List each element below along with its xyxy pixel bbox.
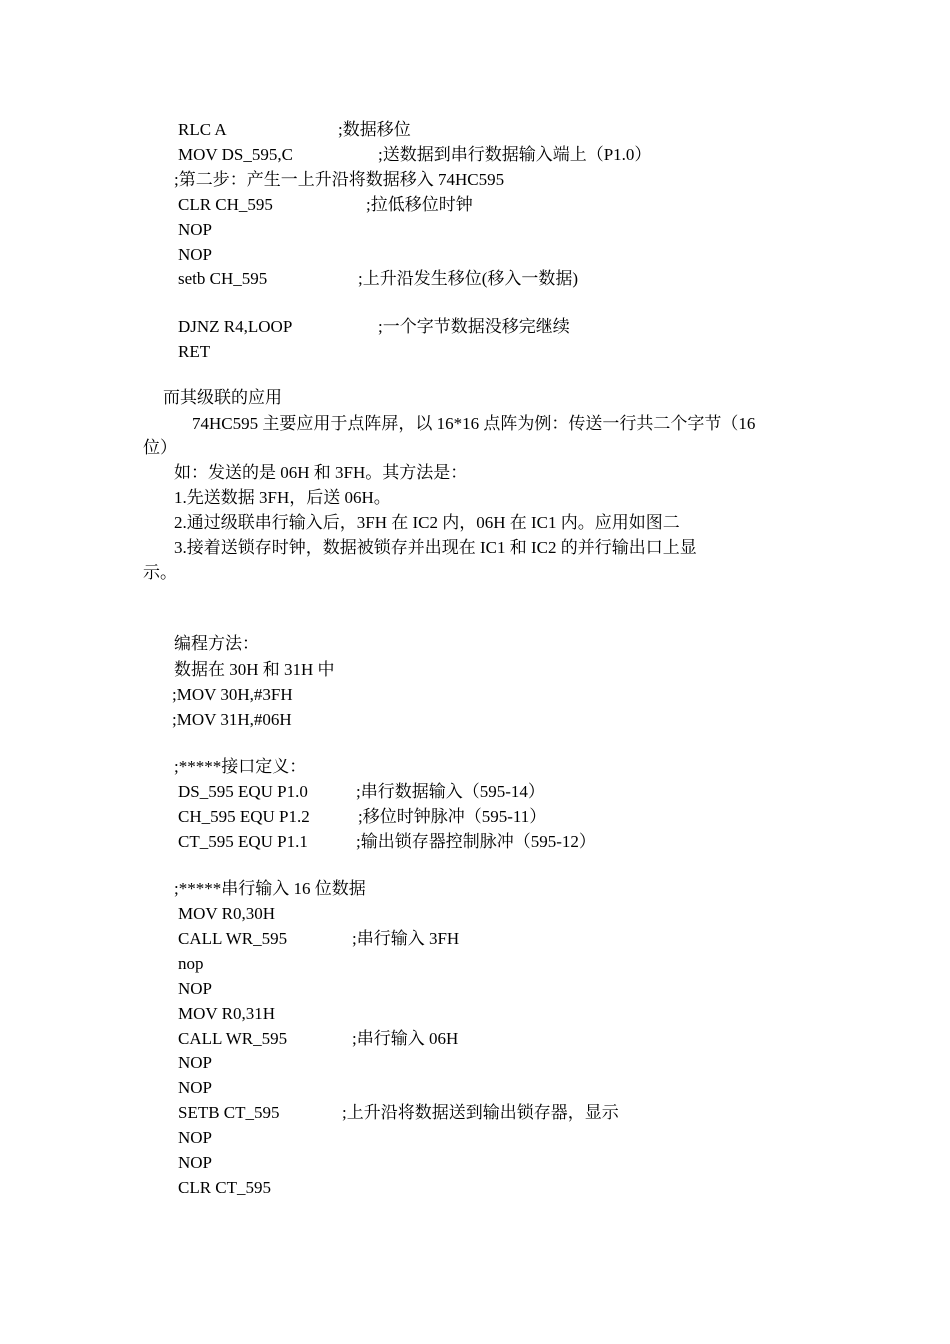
code-line: MOV R0,30H <box>178 904 275 923</box>
list-item: 2.通过级联串行输入后，3FH 在 IC2 内，06H 在 IC1 内。应用如图二 <box>174 513 680 532</box>
paragraph-line: 74HC595 主要应用于点阵屏，以 16*16 点阵为例：传送一行共二个字节（16 <box>192 414 756 433</box>
code-comment: ;串行输入 06H <box>352 1029 459 1048</box>
code-line: SETB CT_595 <box>178 1103 280 1122</box>
code-line: CH_595 EQU P1.2 <box>178 807 310 826</box>
code-line: DJNZ R4,LOOP <box>178 317 293 336</box>
code-line: CALL WR_595 <box>178 929 288 948</box>
code-comment: ;串行输入 3FH <box>352 929 460 948</box>
method-line: ;MOV 31H,#06H <box>172 710 292 729</box>
code-line: CLR CH_595 <box>178 195 273 214</box>
code-comment: ;串行数据输入（595-14） <box>356 782 545 801</box>
code-comment: ;数据移位 <box>338 120 411 139</box>
code-line: RLC A <box>178 120 227 139</box>
code-line: DS_595 EQU P1.0 <box>178 782 308 801</box>
code-line: CALL WR_595 <box>178 1029 288 1048</box>
paragraph-line: 示。 <box>143 563 177 582</box>
code-comment: ;上升沿将数据送到输出锁存器，显示 <box>342 1103 619 1122</box>
section-title: 而其级联的应用 <box>163 388 282 407</box>
code-line: NOP <box>178 1053 213 1072</box>
code-line: NOP <box>178 1078 213 1097</box>
code-line: RET <box>178 342 211 361</box>
code-comment: ;拉低移位时钟 <box>366 195 473 214</box>
list-item: 1.先送数据 3FH，后送 06H。 <box>174 488 391 507</box>
code-line: setb CH_595 <box>178 269 268 288</box>
method-line: ;MOV 30H,#3FH <box>172 685 293 704</box>
code-line: NOP <box>178 245 213 264</box>
code-line: CT_595 EQU P1.1 <box>178 832 308 851</box>
paragraph-line: 位） <box>143 438 177 457</box>
list-item: 3.接着送锁存时钟，数据被锁存并出现在 IC1 和 IC2 的并行输出口上显 <box>174 538 697 557</box>
code-line: NOP <box>178 1128 213 1147</box>
method-title: 编程方法： <box>174 634 259 653</box>
code-comment: ;移位时钟脉冲（595-11） <box>358 807 547 826</box>
code-line: NOP <box>178 979 213 998</box>
code-line: nop <box>178 954 204 973</box>
code-comment: ;送数据到串行数据输入端上（P1.0） <box>378 145 652 164</box>
method-line: 数据在 30H 和 31H 中 <box>174 660 335 679</box>
code-line: MOV DS_595,C <box>178 145 293 164</box>
code-comment: ;输出锁存器控制脉冲（595-12） <box>356 832 596 851</box>
code-comment: ;一个字节数据没移完继续 <box>378 317 570 336</box>
paragraph-line: 如：发送的是 06H 和 3FH。其方法是： <box>174 463 468 482</box>
code-line: MOV R0,31H <box>178 1004 275 1023</box>
code-comment: ;上升沿发生移位(移入一数据) <box>358 269 579 288</box>
serial-title: ;*****串行输入 16 位数据 <box>174 879 366 898</box>
code-line: NOP <box>178 1153 213 1172</box>
code-line: NOP <box>178 220 213 239</box>
code-line: CLR CT_595 <box>178 1178 272 1197</box>
code-line: ;第二步：产生一上升沿将数据移入 74HC595 <box>174 170 505 189</box>
interface-title: ;*****接口定义： <box>174 757 307 776</box>
